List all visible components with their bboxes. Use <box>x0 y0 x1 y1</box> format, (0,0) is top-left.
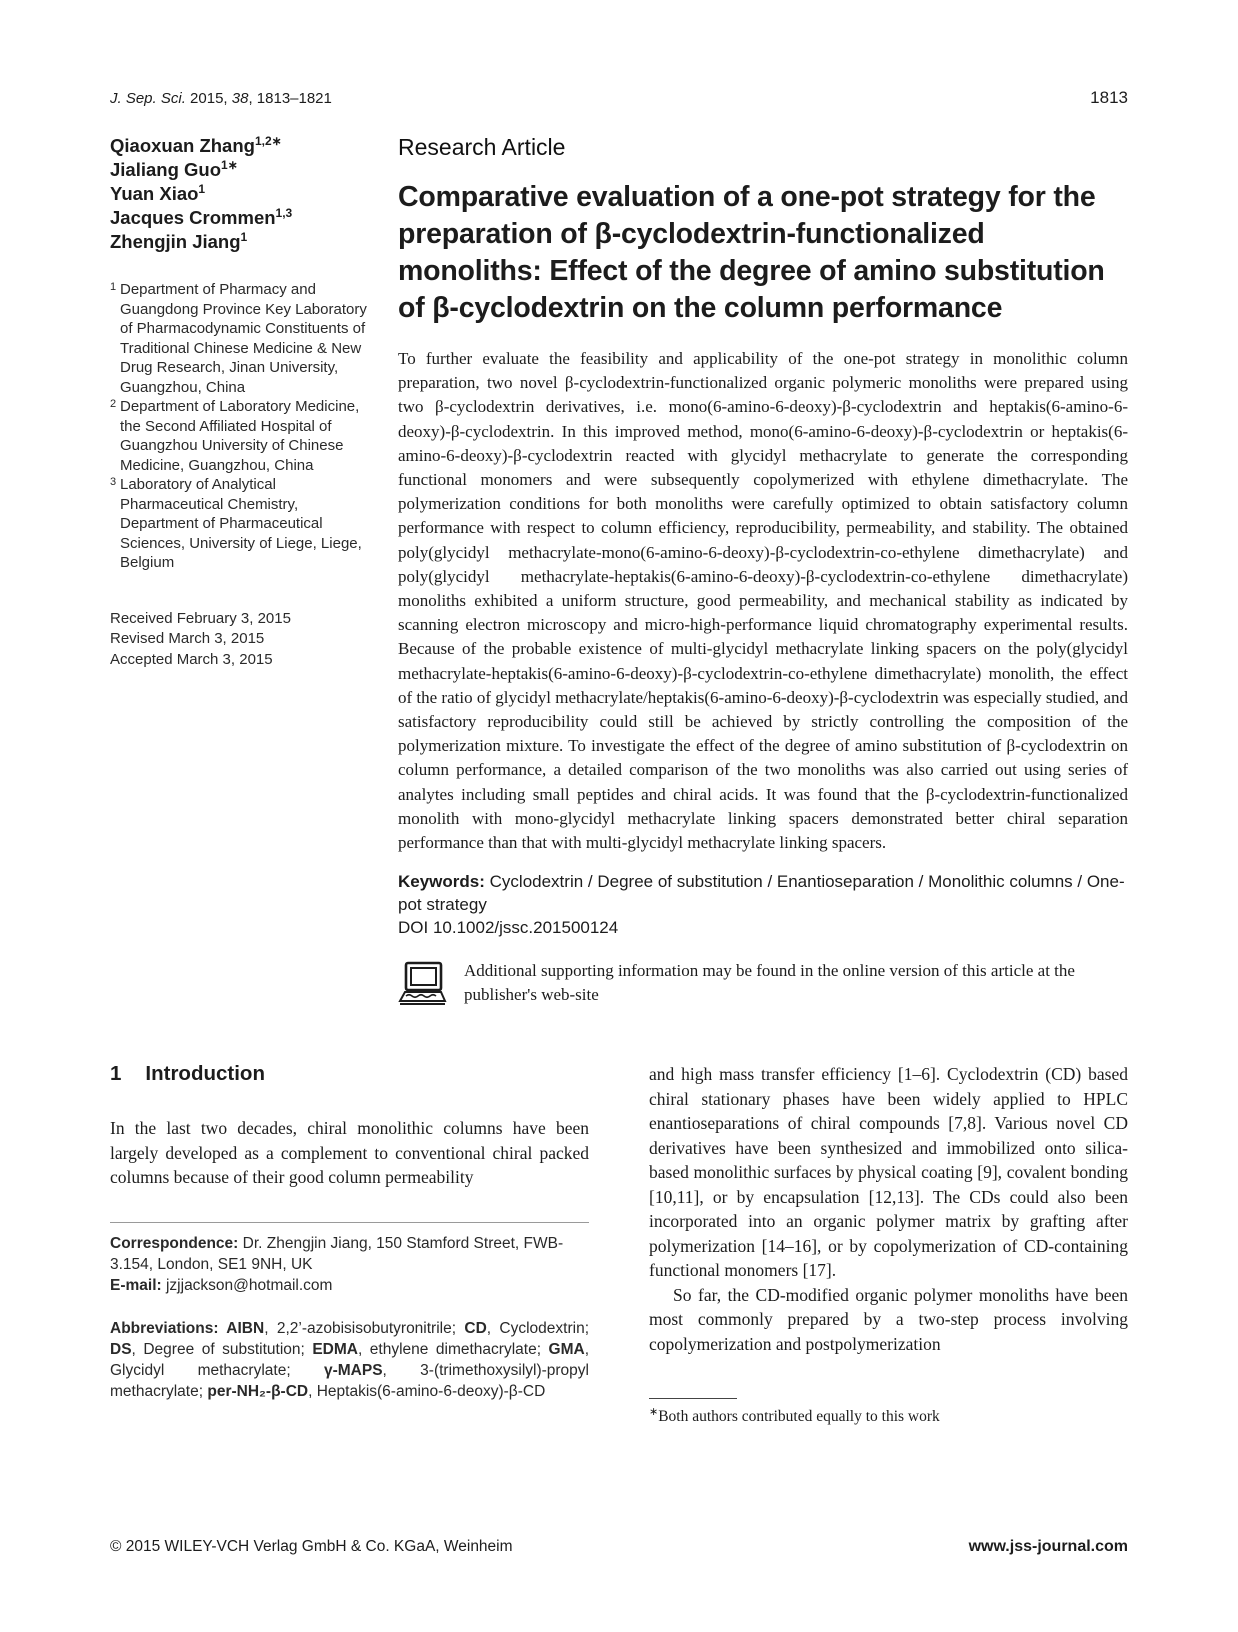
author-affil-marks: 1,3 <box>275 205 293 220</box>
running-head <box>110 88 1128 108</box>
author-name: Yuan Xiao$^1$ <box>110 181 206 204</box>
author-sidebar <box>110 134 370 1014</box>
abstract-text: To further evaluate the feasibility and applicability of the one-pot strategy in monolithic column preparation, two novel β-cyclodextrin-functionalized organic polymeric monoliths were prepared using two β-cyclodextrin derivatives, i.e. mono(6-amino-6-deoxy)-β-cyclodextrin and heptakis(6-amino-6-deoxy)-β-cyclodextrin. In this improved method, mono(6-amino-6-deoxy)-β-cyclodextrin or heptakis(6-amino-6-deoxy)-β-cyclodextrin reacted with glycidyl methacrylate to generate the corresponding functional monomers and were subsequently copolymerized with ethylene dimethacrylate. The polymerization conditions for both monoliths were carefully optimized to obtain satisfactory column performance with respect to column efficiency, reproducibility, permeability, and stability. The obtained poly(glycidyl methacrylate-mono(6-amino-6-deoxy)-β-cyclodextrin-co-ethylene dimethacrylate) and poly(glycidyl methacrylate-heptakis(6-amino-6-deoxy)-β-cyclodextrin-co-ethylene dimethacrylate) monoliths exhibited a uniform structure, good permeability, and mechanical stability as indicated by scanning electron microscopy and micro-high-performance liquid chromatography experimental results. Because of the probable existence of multi-glycidyl methacrylate linking spacers on the poly(glycidyl methacrylate-heptakis(6-amino-6-deoxy)-β-cyclodextrin-co-ethylene dimethacrylate) monolith, the effect of the ratio of glycidyl methacrylate/heptakis(6-amino-6-deoxy)-β-cyclodextrin was especially studied, and satisfactory reproducibility could still be achieved by strictly controlling the composition of the polymerization mixture. To investigate the effect of the degree of amino substitution of β-cyclodextrin on column performance, a detailed comparison of the two monoliths was also carried out using series of analytes including small peptides and chiral acids. It was found that the β-cyclodextrin-functionalized monolith with mono-glycidyl methacrylate linking spacers demonstrated better chiral separation performance than that with multi-glycidyl methacrylate linking spacers. <box>398 349 1128 853</box>
correspondence-address: Correspondence: Dr. Zhengjin Jiang, 150 Stamford Street, FWB-3.154, London, SE1 9NH, UK <box>110 1234 564 1273</box>
affiliation-item: 3 Laboratory of Analytical Pharmaceutical Chemistry, Department of Pharmaceutical Sciences, University of Liege, Liege, Belgium <box>110 476 362 571</box>
equal-contribution-footnote: ∗Both authors contributed equally to this work <box>649 1406 940 1426</box>
section-number: 1 <box>110 1062 122 1086</box>
supporting-info-text: Additional supporting information may be found in the online version of this article at the publisher's web-site <box>464 961 1075 1004</box>
received-date: Received February 3, 2015 <box>110 609 291 627</box>
accepted-date: Accepted March 3, 2015 <box>110 650 273 668</box>
author-name: Zhengjin Jiang$^1$ <box>110 229 248 252</box>
journal-reference: J. Sep. Sci. 2015, 38, 1813–1821 <box>110 90 332 107</box>
affiliations-list <box>110 280 370 573</box>
section-label: Introduction <box>145 1062 265 1086</box>
journal-website: www.jss-journal.com <box>968 1538 1128 1555</box>
article-type-label: Research Article <box>398 134 566 160</box>
section-heading-introduction <box>110 1062 589 1086</box>
abbreviations-block: Abbreviations: AIBN, 2,2’-azobisisobutyronitrile; CD, Cyclodextrin; DS, Degree of substitution; EDMA, ethylene dimethacrylate; GMA, Glycidyl methacrylate; γ-MAPS, 3-(trimethoxysilyl)-propyl methacrylate; per-NH₂-β-CD, Heptakis(6-amino-6-deoxy)-β-CD <box>110 1319 590 1400</box>
article-head <box>398 134 1128 1014</box>
author-affil-marks: 1 <box>198 181 206 196</box>
revised-date: Revised March 3, 2015 <box>110 630 265 647</box>
author-affil-marks: 1∗ <box>221 157 238 172</box>
intro-paragraph-right-1: and high mass transfer efficiency [1–6]. Cyclodextrin (CD) based chiral stationary phases have been widely applied to HPLC enantioseparations of chiral compounds [7,8]. Various novel CD derivatives have been synthesized and immobilized onto silica-based monolithic surfaces by physical coating [9], covalent bonding [10,11], or by encapsulation [12,13]. The CDs could also been incorporated into an organic polymer matrix by grafting after polymerization [14–16], or by copolymerization of CD-containing functional monomers [17]. <box>649 1064 1128 1281</box>
footnote-block <box>649 1398 1128 1427</box>
authors-list <box>110 134 370 254</box>
affiliation-item: 1 Department of Pharmacy and Guangdong Province Key Laboratory of Pharmacodynamic Constituents of Traditional Chinese Medicine & New Drug Research, Jinan University, Guangzhou, China <box>110 281 367 396</box>
affiliation-item: 2 Department of Laboratory Medicine, the Second Affiliated Hospital of Guangzhou University of Chinese Medicine, Guangzhou, China <box>110 398 360 474</box>
title-block <box>110 134 1128 1014</box>
footnote-divider <box>649 1398 737 1399</box>
supporting-info-row <box>398 959 1128 1014</box>
footnote-marker: ∗ <box>649 1406 659 1419</box>
article-body <box>110 1062 1128 1427</box>
intro-paragraph-right-2: So far, the CD-modified organic polymer monoliths have been most commonly prepared by a two-step process involving copolymerization and postpolymerization <box>649 1284 1128 1354</box>
doi-line: DOI 10.1002/jssc.201500124 <box>398 918 619 938</box>
page-footer <box>110 1538 1128 1556</box>
body-right-column <box>649 1062 1128 1427</box>
author-name: Jacques Crommen$^{1,3}$ <box>110 205 293 228</box>
author-name: Jialiang Guo$^{1∗}$ <box>110 157 238 180</box>
page-number: 1813 <box>1090 88 1128 107</box>
author-affil-marks: 1,2∗ <box>254 133 282 148</box>
correspondence-divider <box>110 1222 589 1223</box>
computer-icon <box>398 959 448 1014</box>
correspondence-email: E-mail: jzjjackson@hotmail.com <box>110 1276 333 1294</box>
author-name: Qiaoxuan Zhang$^{1,2∗}$ <box>110 133 282 156</box>
intro-paragraph-left: In the last two decades, chiral monolithic columns have been largely developed as a complement to conventional chiral packed columns because of their good column permeability <box>110 1118 589 1188</box>
article-dates <box>110 609 370 671</box>
correspondence-block <box>110 1233 589 1296</box>
copyright-notice: © 2015 WILEY-VCH Verlag GmbH & Co. KGaA, Weinheim <box>110 1538 513 1555</box>
keywords-line: Keywords: Cyclodextrin / Degree of substitution / Enantioseparation / Monolithic columns / One-pot strategy <box>398 872 1125 915</box>
body-left-column <box>110 1062 589 1427</box>
article-title: Comparative evaluation of a one-pot strategy for the preparation of β-cyclodextrin-functionalized monoliths: Effect of the degree of amino substitution of β-cyclodextrin on the column performance <box>398 181 1105 324</box>
author-affil-marks: 1 <box>240 229 248 244</box>
